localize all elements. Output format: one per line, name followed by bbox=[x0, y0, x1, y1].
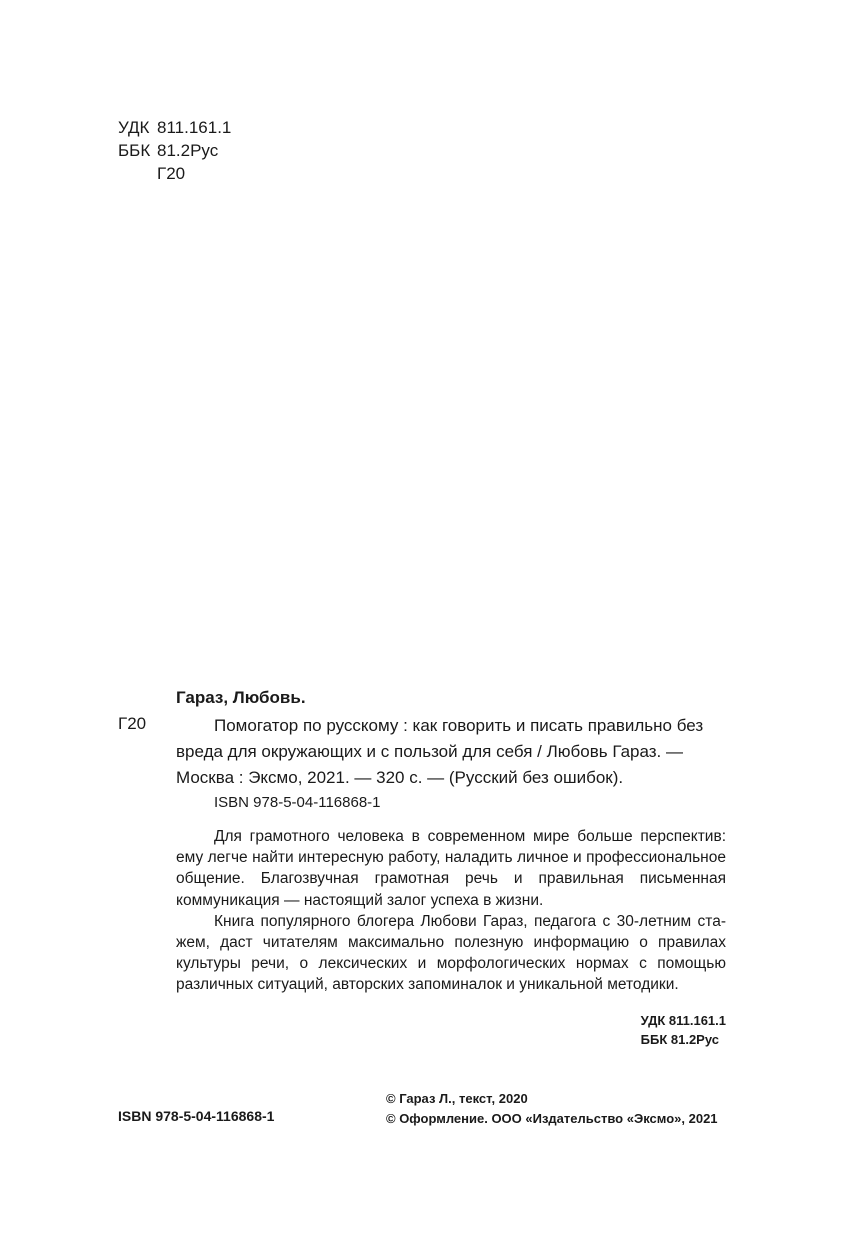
description-line-2: вреда для окружающих и с пользой для себя / Любовь Гараз. — bbox=[176, 742, 683, 761]
author-name: Гараз, Любовь. bbox=[176, 688, 306, 707]
copyright-text: © Гараз Л., текст, 2020 bbox=[386, 1091, 528, 1106]
bbk-value: 81.2Рус bbox=[157, 141, 219, 160]
copyright-block bbox=[386, 1089, 718, 1129]
entry-isbn: ISBN 978-5-04-116868-1 bbox=[214, 794, 381, 811]
udk-value: 811.161.1 bbox=[157, 118, 232, 137]
isbn-bold: ISBN 978-5-04-116868-1 bbox=[118, 1108, 275, 1124]
copyright-design: © Оформление. ООО «Издательство «Эксмо», 2021 bbox=[386, 1111, 718, 1126]
description-line-3: Москва : Эксмо, 2021. — 320 с. — (Русский без ошибок). bbox=[176, 768, 624, 787]
bottom-bbk: ББК 81.2Рус bbox=[640, 1032, 719, 1047]
description-line-1: Помогатор по русскому : как говорить и писать правильно без bbox=[214, 716, 704, 735]
entry-code: Г20 bbox=[118, 714, 147, 733]
classification-codes bbox=[118, 116, 231, 185]
author-code: Г20 bbox=[157, 164, 186, 183]
bottom-classification-codes bbox=[641, 1011, 726, 1049]
annotation bbox=[176, 826, 726, 996]
udk-label: УДК bbox=[118, 118, 150, 137]
bibliographic-description bbox=[176, 713, 726, 791]
bbk-label: ББК bbox=[118, 141, 151, 160]
bottom-udk: УДК 811.161.1 bbox=[640, 1013, 726, 1028]
annotation-paragraph-2: Книга популярного блогера Любови Гараз, педагога с 30-летним стажем, даст читателям максимально полезную информацию о правилах культуры речи, о лексических и морфологических нормах с помощью различных ситуаций, авторских запоминалок и уникальной методики. bbox=[176, 912, 726, 994]
annotation-paragraph-1: Для грамотного человека в современном мире больше перспектив: ему легче найти интересную работу, наладить личное и профессиональное общение. Благозвучная грамотная речь и правильная письменная коммуникация — настоящий залог успеха в жизни. bbox=[176, 828, 726, 909]
